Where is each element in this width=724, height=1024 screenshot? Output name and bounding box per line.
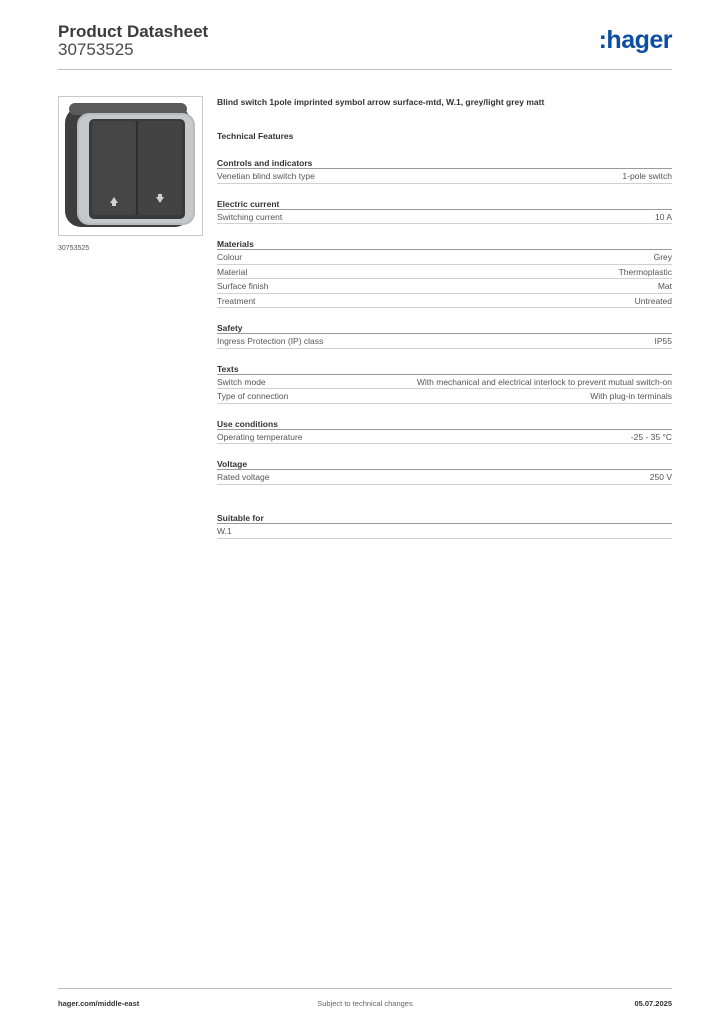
- product-name: Blind switch 1pole imprinted symbol arrow surface-mtd, W.1, grey/light grey matt: [217, 97, 545, 107]
- section-title: Safety: [217, 322, 672, 334]
- footer-website[interactable]: hager.com/middle-east: [58, 999, 140, 1008]
- spec-row: [217, 375, 672, 390]
- technical-content: [217, 96, 672, 485]
- spec-label: Rated voltage: [217, 472, 270, 482]
- spec-row: [217, 294, 672, 309]
- spec-value: Grey: [653, 252, 672, 262]
- spec-value: Untreated: [634, 295, 672, 306]
- document-footer: [58, 988, 672, 1012]
- hager-logo: :hager: [598, 26, 672, 54]
- document-header: [58, 20, 672, 70]
- spec-label: Type of connection: [217, 391, 289, 401]
- spec-row: [217, 470, 672, 485]
- product-image: [58, 96, 203, 236]
- suitable-item-label: W.1: [217, 526, 232, 536]
- suitable-for-section: [217, 512, 672, 539]
- spec-row: [217, 279, 672, 294]
- spec-value: -25 - 35 °C: [630, 431, 672, 442]
- spec-value: 250 V: [649, 472, 672, 482]
- image-caption: 30753525: [58, 245, 90, 252]
- spec-value: Mat: [657, 281, 672, 291]
- spec-row: [217, 210, 672, 225]
- section-use-conditions: [217, 418, 672, 445]
- spec-row: [217, 430, 672, 445]
- section-title: Use conditions: [217, 418, 672, 430]
- spec-label: Venetian blind switch type: [217, 171, 315, 181]
- section-title: Suitable for: [217, 512, 672, 524]
- spec-label: Colour: [217, 252, 243, 262]
- spec-row: [217, 389, 672, 404]
- spec-row: [217, 169, 672, 184]
- section-voltage: [217, 458, 672, 485]
- section-safety: [217, 322, 672, 349]
- section-title: Controls and indicators: [217, 157, 672, 169]
- document-title: Product Datasheet: [58, 22, 209, 41]
- spec-label: Material: [217, 266, 248, 277]
- footer-date: 05.07.2025: [634, 999, 672, 1008]
- spec-value: 1-pole switch: [622, 171, 672, 181]
- section-title: Electric current: [217, 198, 672, 210]
- spec-label: Switch mode: [217, 376, 266, 387]
- spec-value: With plug-in terminals: [590, 391, 672, 401]
- spec-value: IP55: [654, 336, 672, 346]
- spec-label: Ingress Protection (IP) class: [217, 336, 324, 346]
- footer-disclaimer: Subject to technical changes: [317, 999, 413, 1008]
- spec-label: Switching current: [217, 211, 283, 222]
- section-title: Voltage: [217, 458, 672, 470]
- spec-row: [217, 334, 672, 349]
- spec-value: With mechanical and electrical interlock to prevent mutual switch-on: [416, 376, 672, 387]
- spec-label: Operating temperature: [217, 431, 303, 442]
- spec-value: 10 A: [654, 211, 672, 222]
- spec-row: [217, 250, 672, 265]
- section-title: Materials: [217, 238, 672, 250]
- blind-switch-illustration: [59, 97, 202, 235]
- spec-value: Thermoplastic: [618, 266, 672, 277]
- section-title: Texts: [217, 363, 672, 375]
- section-controls: [217, 157, 672, 184]
- section-materials: [217, 238, 672, 308]
- suitable-item: [217, 524, 672, 539]
- technical-features-title: Technical Features: [217, 131, 294, 141]
- spec-label: Treatment: [217, 295, 256, 306]
- section-electric-current: [217, 198, 672, 225]
- section-texts: [217, 363, 672, 404]
- spec-row: [217, 265, 672, 280]
- spec-label: Surface finish: [217, 281, 269, 291]
- product-number: 30753525: [58, 40, 134, 59]
